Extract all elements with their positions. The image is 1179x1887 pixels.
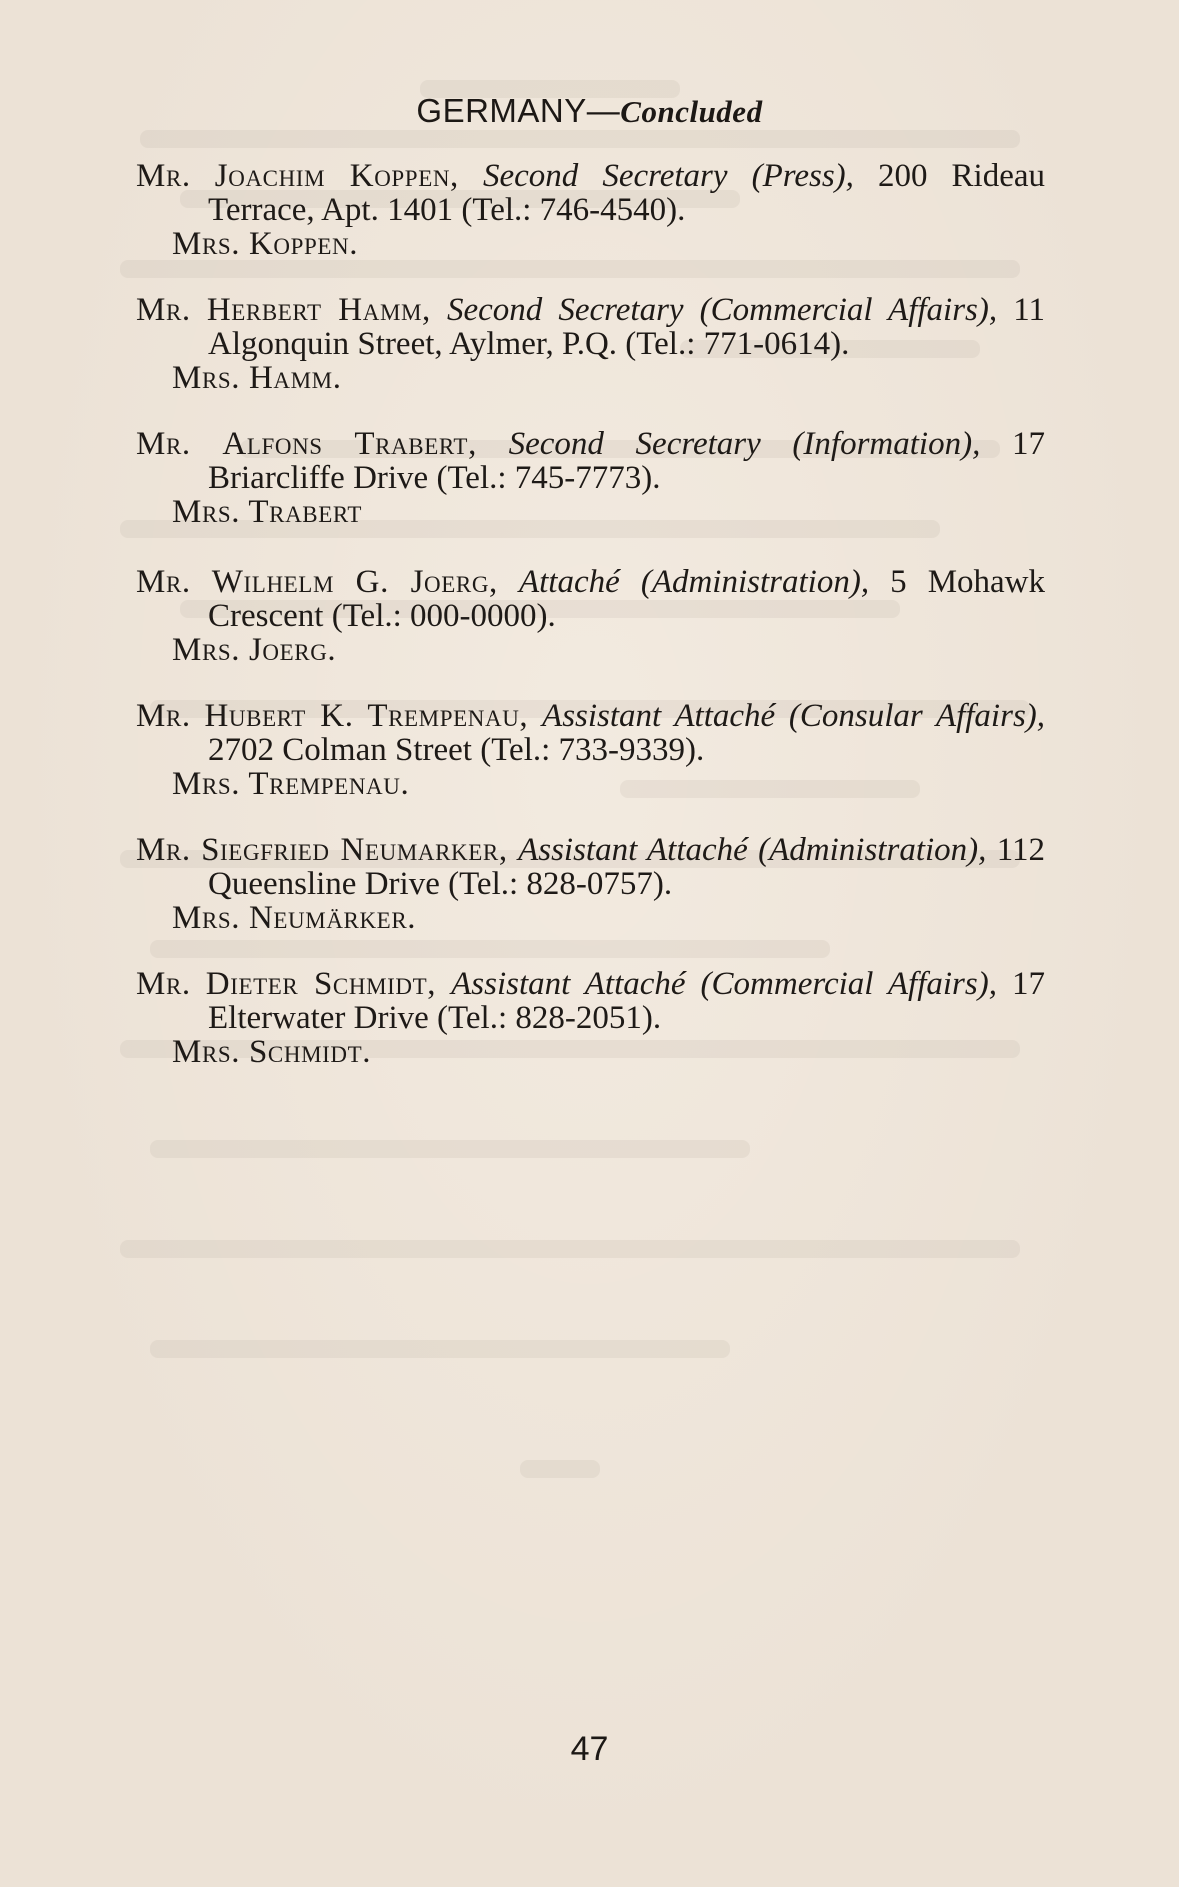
name-prefix: Mr. <box>136 966 191 1002</box>
name-prefix: Mr. <box>136 832 191 868</box>
diplomat-details: 112 Queensline Drive (Tel.: 828-0757). <box>208 832 1046 902</box>
spouse-line: Mrs. Neumärker. <box>172 900 417 936</box>
diplomat-line <box>136 565 1045 633</box>
diplomat-name: Joachim Koppen, <box>214 158 459 194</box>
diplomat-name: Siegfried Neumarker, <box>201 832 508 868</box>
spouse-line: Mrs. Joerg. <box>172 632 337 668</box>
diplomat-details: 11 Algonquin Street, Aylmer, P.Q. (Tel.: 771-0614). <box>208 292 1045 362</box>
diplomat-line <box>136 427 1045 495</box>
diplomat-details: 17 Elterwater Drive (Tel.: 828-2051). <box>208 966 1046 1036</box>
name-prefix: Mr. <box>136 564 191 600</box>
name-prefix: Mr. <box>136 158 191 194</box>
diplomat-name: Alfons Trabert, <box>222 426 477 462</box>
diplomat-entry <box>136 565 1045 667</box>
diplomat-title: Second Secretary (Press), <box>482 158 854 194</box>
diplomat-line <box>136 833 1045 901</box>
diplomat-title: Second Secretary (Commercial Affairs), <box>446 292 998 328</box>
diplomat-name: Dieter Schmidt, <box>205 966 437 1002</box>
header-dash: — <box>586 92 621 129</box>
diplomat-entry <box>136 699 1045 801</box>
diplomat-title: Attaché (Administration), <box>518 564 870 600</box>
spouse-line: Mrs. Schmidt. <box>172 1034 372 1070</box>
diplomat-details: 2702 Colman Street (Tel.: 733-9339). <box>208 732 705 768</box>
diplomat-details: 17 Briarcliffe Drive (Tel.: 745-7773). <box>208 426 1046 496</box>
diplomat-title: Assistant Attaché (Administration), <box>518 832 987 868</box>
diplomat-details: 200 Rideau Terrace, Apt. 1401 (Tel.: 746-4540). <box>208 158 1045 228</box>
page-number: 47 <box>570 1730 609 1768</box>
page-header <box>0 92 1179 130</box>
spouse-line: Mrs. Trempenau. <box>172 766 410 802</box>
spouse-line: Mrs. Trabert <box>172 494 363 530</box>
header-suffix: Concluded <box>620 94 763 129</box>
diplomat-list <box>136 159 1045 1101</box>
diplomat-details: 5 Mohawk Crescent (Tel.: 000-0000). <box>208 564 1046 634</box>
diplomat-line <box>136 699 1045 767</box>
diplomat-name: Hubert K. Trempenau, <box>204 698 529 734</box>
header-country: GERMANY <box>416 92 587 129</box>
diplomat-name: Wilhelm G. Joerg, <box>211 564 498 600</box>
diplomat-line <box>136 967 1045 1035</box>
diplomat-title: Assistant Attaché (Commercial Affairs), <box>451 966 997 1002</box>
name-prefix: Mr. <box>136 426 191 462</box>
diplomat-name: Herbert Hamm, <box>206 292 431 328</box>
spouse-line: Mrs. Koppen. <box>172 226 359 262</box>
diplomat-entry <box>136 967 1045 1069</box>
diplomat-line <box>136 293 1045 361</box>
name-prefix: Mr. <box>136 292 191 328</box>
diplomat-title: Assistant Attaché (Consular Affairs), <box>542 698 1046 734</box>
diplomat-entry <box>136 159 1045 261</box>
diplomat-entry <box>136 833 1045 935</box>
diplomat-line <box>136 159 1045 227</box>
spouse-line: Mrs. Hamm. <box>172 360 342 396</box>
diplomat-entry <box>136 427 1045 529</box>
name-prefix: Mr. <box>136 698 191 734</box>
diplomat-entry <box>136 293 1045 395</box>
diplomat-title: Second Secretary (Information), <box>508 426 981 462</box>
